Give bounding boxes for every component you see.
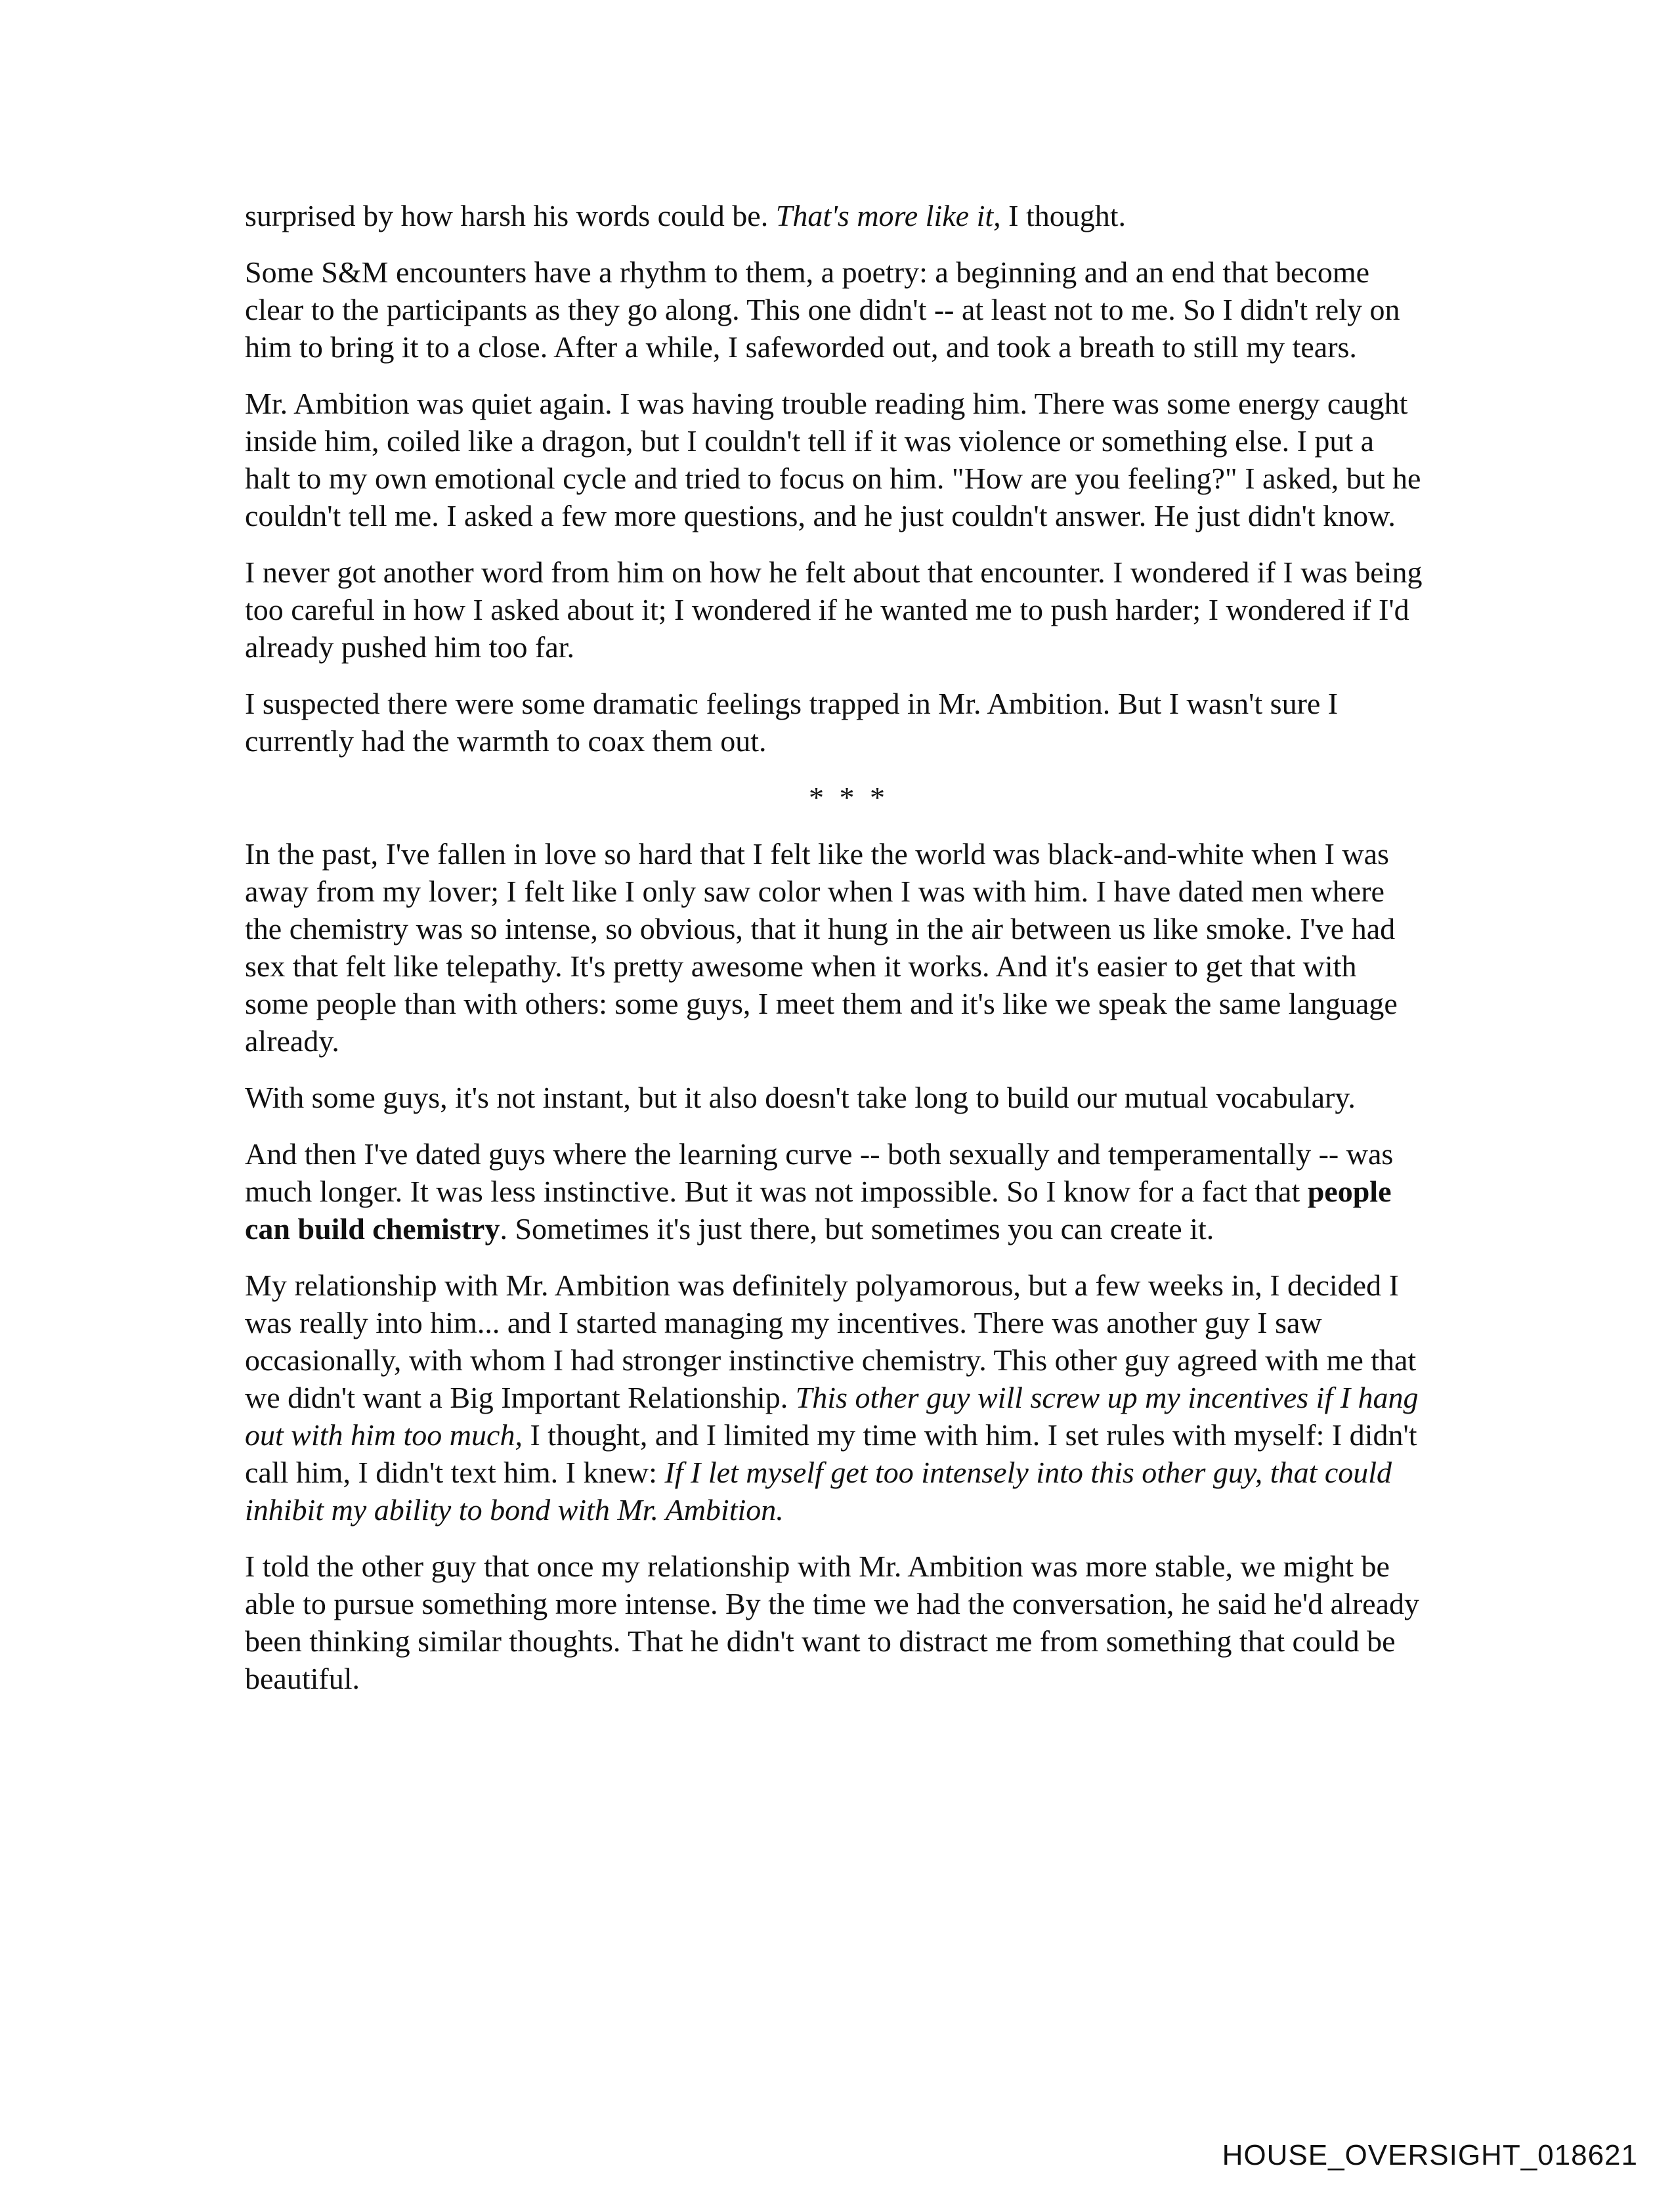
paragraph: [245, 1267, 1427, 1529]
bold-text: people can build chemistry: [245, 1175, 1392, 1246]
paragraph: [245, 1548, 1427, 1697]
paragraph: [245, 685, 1427, 760]
paragraph: [245, 553, 1427, 666]
italic-text: If I let myself get too intensely into this other guy, that could inhibit my ability to bond with Mr. Ambition.: [245, 1456, 1392, 1527]
paragraph: [245, 1079, 1427, 1116]
paragraph: [245, 197, 1427, 234]
paragraph: [245, 1135, 1427, 1247]
paragraph: [245, 385, 1427, 534]
text-run: I thought.: [1000, 199, 1127, 232]
italic-text: This other guy will screw up my incentives if I hang out with him too much,: [245, 1381, 1419, 1452]
text-run: I thought, and I limited my time with him. I set rules with myself: I didn't call him, I didn't text him. I knew:: [245, 1418, 1417, 1489]
italic-text: That's more like it,: [775, 199, 1001, 232]
text-run: In the past, I've fallen in love so hard that I felt like the world was black-and-white when I was away from my lover; I felt like I only saw color when I was with him. I have dated men where the chemistry was so intense, so obvious, that it hung in the air between us like smoke. I've had sex that felt like telepathy. It's pretty awesome when it works. And it's easier to get that with some people than with others: some guys, I meet them and it's like we speak the same language already.: [245, 837, 1398, 1058]
section-separator: * * *: [809, 781, 889, 814]
text-run: I told the other guy that once my relationship with Mr. Ambition was more stable, we might be able to pursue something more intense. By the time we had the conversation, he said he'd already been thinking similar thoughts. That he didn't want to distract me from something that could be beautiful.: [245, 1550, 1419, 1695]
text-run: And then I've dated guys where the learning curve -- both sexually and temperamentally -- was much longer. It was less instinctive. But it was not impossible. So I know for a fact that: [245, 1137, 1394, 1208]
text-run: Some S&M encounters have a rhythm to them, a poetry: a beginning and an end that become clear to the participants as they go along. This one didn't -- at least not to me. So I didn't rely on him to bring it to a close. After a while, I safeworded out, and took a breath to still my tears.: [245, 255, 1400, 364]
text-run: surprised by how harsh his words could be.: [245, 199, 776, 232]
text-run: Mr. Ambition was quiet again. I was having trouble reading him. There was some energy caught inside him, coiled like a dragon, but I couldn't tell if it was violence or something else. I put a halt to my own emotional cycle and tried to focus on him. "How are you feeling?" I asked, but he couldn't tell me. I asked a few more questions, and he just couldn't answer. He just didn't know.: [245, 387, 1421, 532]
paragraph: [245, 835, 1427, 1060]
bates-stamp: HOUSE_OVERSIGHT_018621: [1222, 2139, 1638, 2171]
text-run: With some guys, it's not instant, but it also doesn't take long to build our mutual vocabulary.: [245, 1081, 1356, 1114]
text-run: I suspected there were some dramatic feelings trapped in Mr. Ambition. But I wasn't sure I currently had the warmth to coax them out.: [245, 687, 1339, 758]
document-body: [245, 197, 1427, 1716]
text-run: My relationship with Mr. Ambition was definitely polyamorous, but a few weeks in, I decided I was really into him... and I started managing my incentives. There was another guy I saw occasionally, with whom I had stronger instinctive chemistry. This other guy agreed with me that we didn't want a Big Important Relationship.: [245, 1269, 1417, 1414]
text-run: I never got another word from him on how he felt about that encounter. I wondered if I was being too careful in how I asked about it; I wondered if he wanted me to push harder; I wondered if I'd already pushed him too far.: [245, 555, 1423, 664]
paragraph: [245, 253, 1427, 366]
text-run: . Sometimes it's just there, but sometimes you can create it.: [500, 1212, 1214, 1246]
